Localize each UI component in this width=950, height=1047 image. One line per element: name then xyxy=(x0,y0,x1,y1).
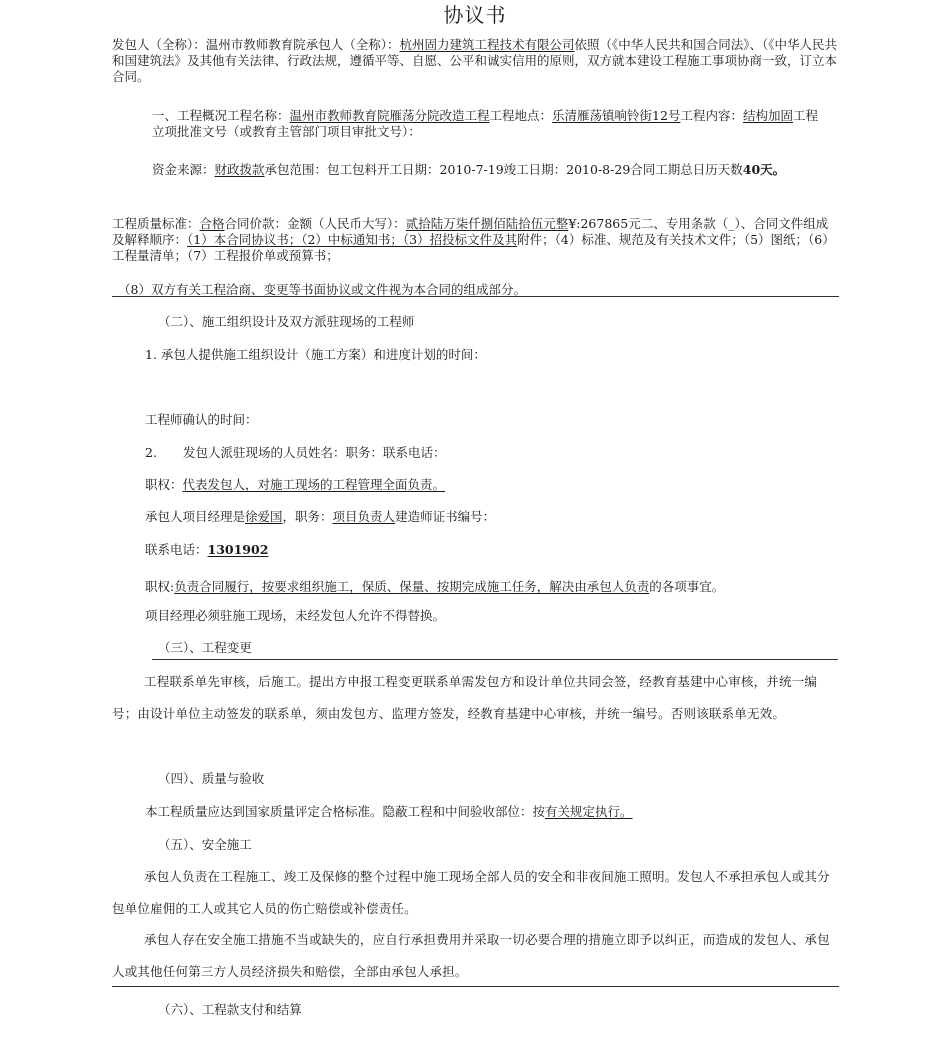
item-8: （8）双方有关工程洽商、变更等书面协议或文件视为本合同的组成部分。 xyxy=(118,282,526,297)
contract-price-words: 贰拾陆万柒仟捌佰陆拾伍元整 xyxy=(405,216,569,231)
acceptance-rule: 有关规定执行。 xyxy=(545,804,633,819)
project-content: 结构加固 xyxy=(742,108,793,123)
contractor-name: 杭州固力建筑工程技术有限公司 xyxy=(399,37,575,52)
safety-paragraph-2 xyxy=(112,924,840,988)
pm-duty-rest: 的各项事宜。 xyxy=(649,579,725,594)
quality-price-docs xyxy=(112,216,840,264)
divider-line xyxy=(112,296,839,297)
owner-rep-duty xyxy=(145,477,445,493)
project-location: 乐清雁荡镇响铃街12号 xyxy=(552,108,681,123)
section-3-text xyxy=(112,666,840,730)
engineer-confirm-time: 工程师确认的时间： xyxy=(145,412,258,427)
pm-title-label: ，职务： xyxy=(282,509,333,524)
change-procedure: 工程联系单先审核，后施工。提出方申报工程变更联系单需发包方和设计单位共同会签，经教育基建中心审核，并统一编号；由设计单位主动签发的联系单，须由发包方、监理方签发，经教育基建中心审核，并统一编号。否则该联系单无效。 xyxy=(112,674,818,721)
contract-documents-list: （1）本合同协议书；（2）中标通知书；（3）招投标文件及其 xyxy=(187,232,518,247)
intro-parties: 发包人（全称）：温州市教师教育院承包人（全称）： xyxy=(112,37,400,52)
intro-paragraph xyxy=(112,37,840,85)
owner-rep-info: 发包人派驻现场的人员姓名：职务：联系电话： xyxy=(183,445,446,460)
intro-legal-basis: 依照（《中华人民共和国合同法》、（《中华人民共和国建筑法》及其他有关法律、行政法规，遵循平等、自愿、公平和诚实信用的原则，双方就本建设工程施工事项协商一致，订立本合同。 xyxy=(112,37,838,84)
section-2-item-2 xyxy=(145,445,446,461)
section-3-heading: （三）、工程变更 xyxy=(158,640,252,655)
pm-resident-rule: 项目经理必须驻施工现场，未经发包人允许不得替换。 xyxy=(145,608,446,623)
overview-lead: 一、工程概况工程名称： xyxy=(152,108,290,123)
contract-documents-rest: 附件；（4）标准、规范及有关技术文件；（5）图纸；（6）工程量清单；（7）工程报价单或预算书； xyxy=(112,232,835,263)
pm-title: 项目负责人 xyxy=(332,509,396,524)
pm-duty-label: 职权: xyxy=(145,579,175,594)
project-overview xyxy=(152,108,822,140)
approval-number-label: 工程立项批准文号（或教育主管部门项目审批文号）： xyxy=(152,108,818,139)
pm-phone-line xyxy=(145,542,268,558)
funding-schedule xyxy=(152,162,832,178)
pm-phone: 1301902 xyxy=(207,542,269,557)
contract-price-amount: ¥:267865元二、专用条款（_）、合同文件组成及解释顺序： xyxy=(112,216,829,247)
pm-duty xyxy=(145,579,845,595)
price-label: 合同价款：金额（人民币大写）： xyxy=(224,216,406,231)
safety-paragraph-1 xyxy=(112,861,840,925)
pm-cert-label: 建造师证书编号： xyxy=(395,509,496,524)
phone-label: 联系电话： xyxy=(145,542,208,557)
item-2-number: 2. xyxy=(145,445,157,460)
quality-label: 工程质量标准： xyxy=(112,216,200,231)
pm-label: 承包人项目经理是 xyxy=(145,509,246,524)
location-label: 工程地点： xyxy=(489,108,553,123)
document-title: 协议书 xyxy=(443,3,507,27)
section-3-divider xyxy=(152,659,838,660)
project-manager-line xyxy=(145,509,495,525)
section-6-heading: （六）、工程款支付和结算 xyxy=(158,1002,302,1017)
section-5-heading: （五）、安全施工 xyxy=(158,837,252,852)
owner-rep-duty-text: 代表发包人，对施工现场的工程管理全面负责。 xyxy=(182,477,446,492)
content-label: 工程内容： xyxy=(680,108,743,123)
fund-source: 财政拨款 xyxy=(214,162,265,177)
scope-dates: 承包范围：包工包料开工日期：2010-7-19竣工日期：2010-8-29合同工期总日历天数 xyxy=(264,162,743,177)
quality-standard: 合格 xyxy=(199,216,225,231)
fund-label: 资金来源： xyxy=(152,162,215,177)
pm-name: 徐爱国 xyxy=(245,509,283,524)
duty-label: 职权： xyxy=(145,477,183,492)
total-days: 40天。 xyxy=(742,162,786,177)
quality-acceptance-text: 本工程质量应达到国家质量评定合格标准。隐蔽工程和中间验收部位：按 xyxy=(145,804,546,819)
project-name: 温州市教师教育院雁荡分院改造工程 xyxy=(289,108,490,123)
section-2-item-1: 1. 承包人提供施工组织设计（施工方案）和进度计划的时间： xyxy=(145,347,486,362)
safety-text-1: 承包人负责在工程施工、竣工及保修的整个过程中施工现场全部人员的安全和非夜间施工照明。发包人不承担承包人或其分包单位雇佣的工人或其它人员的伤亡赔偿或补偿责任。 xyxy=(112,869,830,916)
section-2-heading: （二）、施工组织设计及双方派驻现场的工程师 xyxy=(158,314,415,329)
section-4-text xyxy=(145,804,633,820)
section-4-heading: （四）、质量与验收 xyxy=(158,771,265,786)
safety-text-2: 承包人存在安全施工措施不当或缺失的，应自行承担费用并采取一切必要合理的措施立即予以纠正，而造成的发包人、承包人或其他任何第三方人员经济损失和赔偿，全部由承包人承担。 xyxy=(112,932,830,979)
section-5-divider xyxy=(112,986,839,987)
pm-duty-text: 负责合同履行，按要求组织施工，保质、保量、按期完成施工任务，解决由承包人负责 xyxy=(174,579,650,594)
